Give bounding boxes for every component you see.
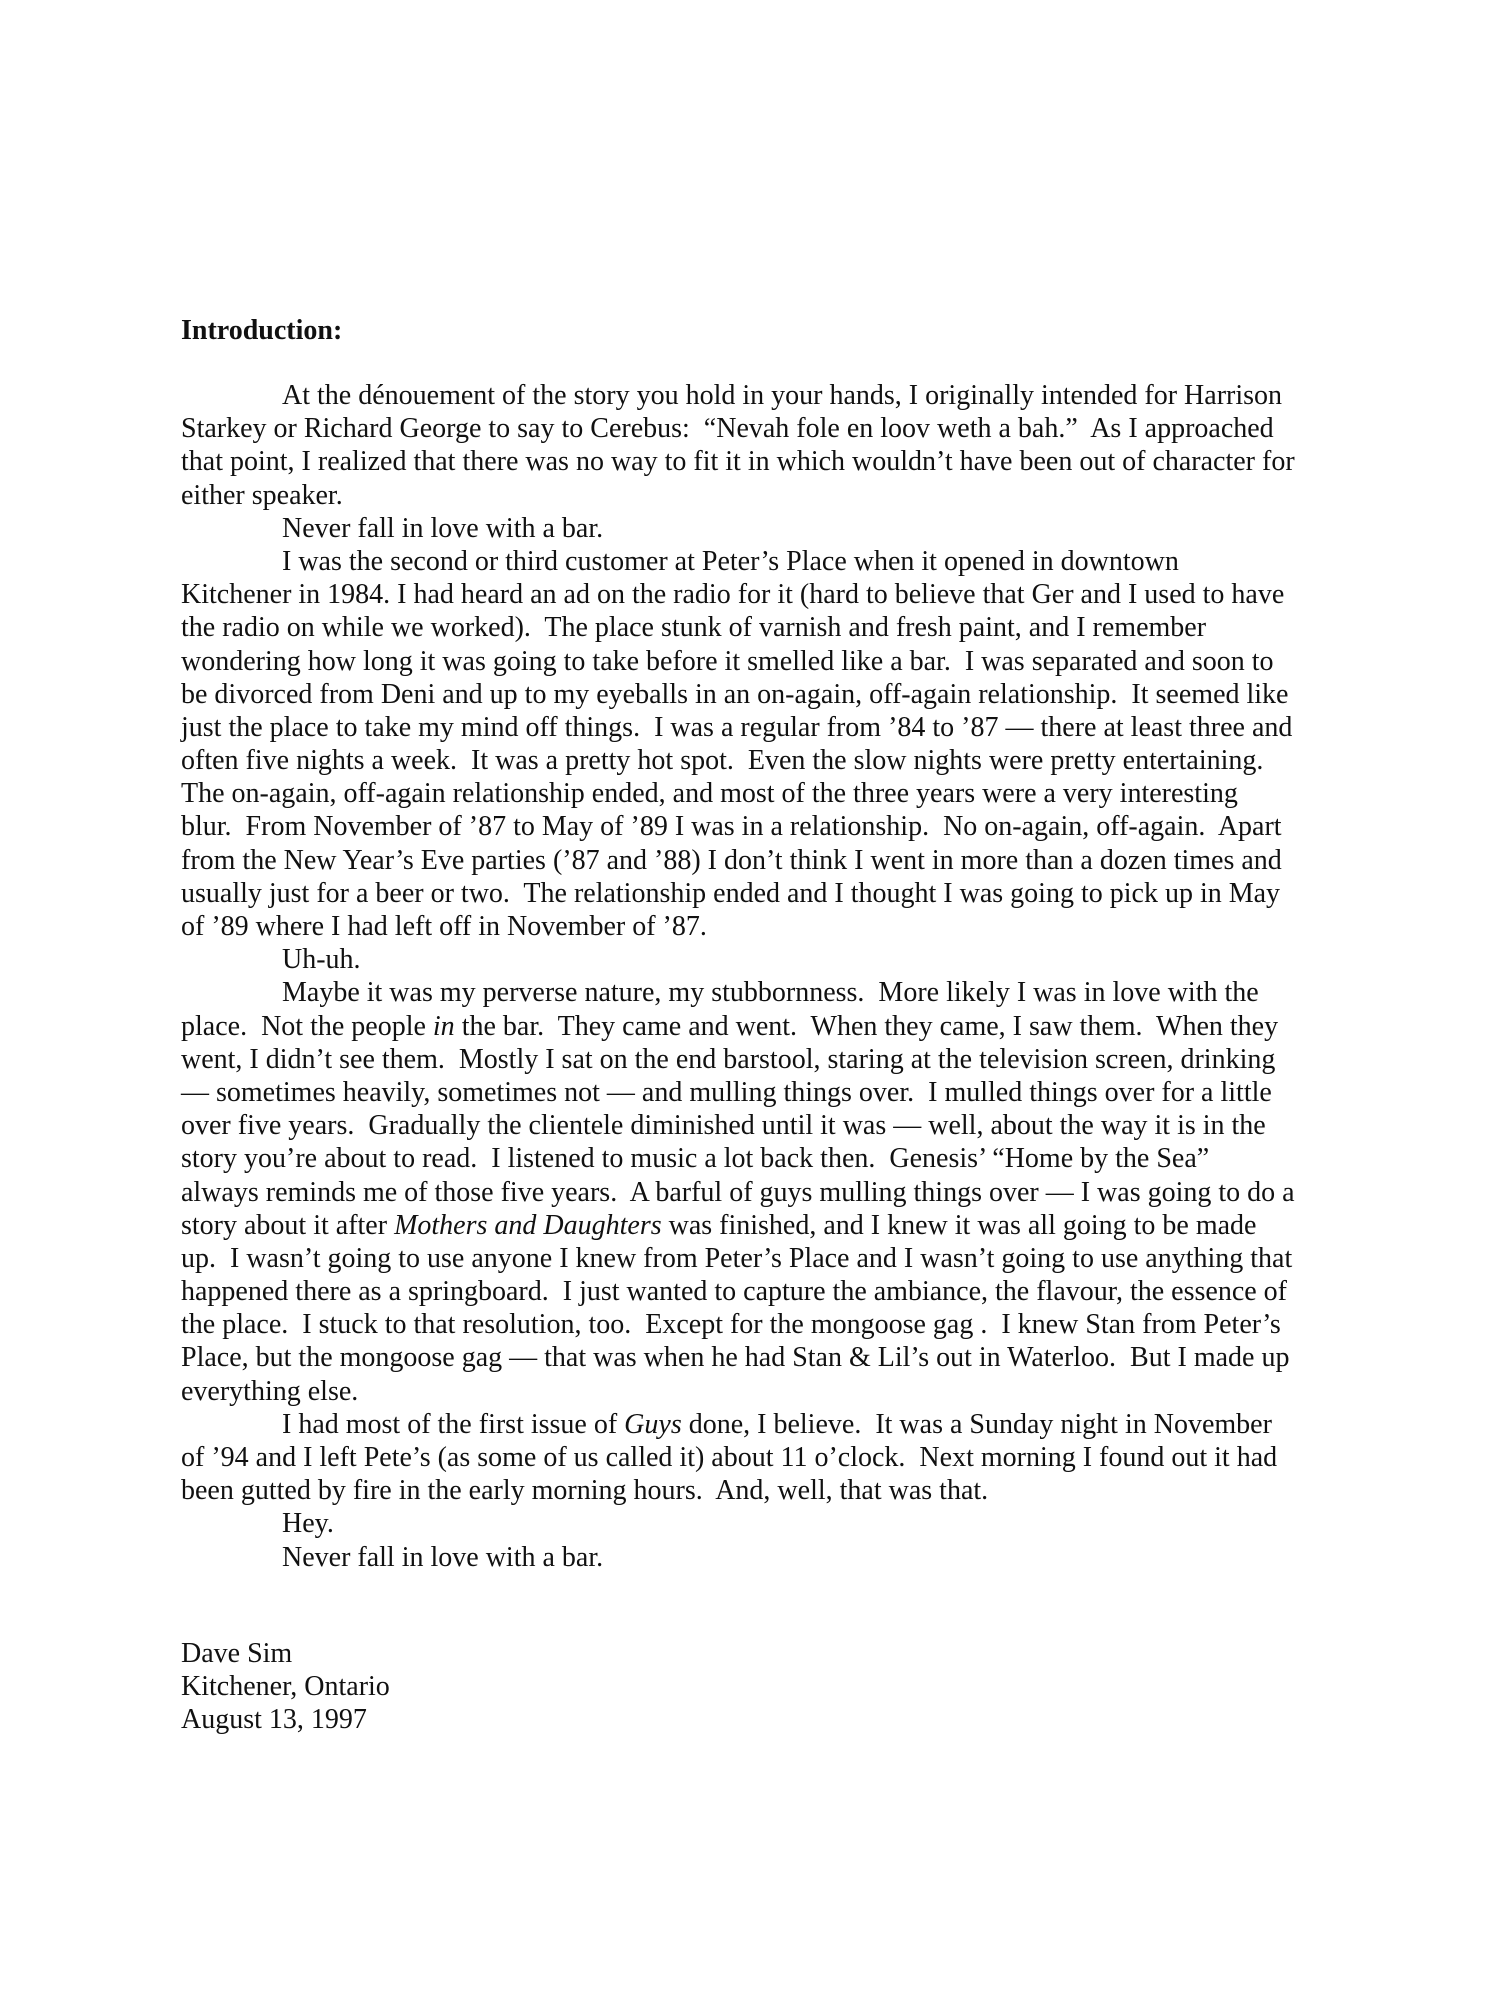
paragraph-line	[181, 1209, 1295, 1242]
paragraph-line	[181, 645, 1295, 678]
paragraph-line	[181, 1076, 1295, 1109]
paragraph-line	[181, 1142, 1295, 1175]
paragraph-line	[181, 412, 1295, 445]
paragraph-line	[181, 1308, 1295, 1341]
text-span: always reminds me of those five years. A barful of guys mulling things over — I was going to do a	[181, 1176, 1295, 1208]
text-span: I was the second or third customer at Peter’s Place when it opened in downtown	[282, 545, 1179, 577]
text-span: I had most of the first issue of	[282, 1408, 625, 1440]
text-span: Never fall in love with a bar.	[282, 1541, 604, 1573]
text-span: either speaker.	[181, 479, 343, 511]
paragraph-line	[181, 1474, 1295, 1507]
text-span: Uh-uh.	[282, 944, 361, 976]
paragraph-line	[181, 844, 1295, 877]
text-span: done, I believe. It was a Sunday night in November	[681, 1408, 1272, 1440]
paragraph-line	[181, 777, 1295, 810]
signature-date: August 13, 1997	[181, 1704, 367, 1736]
paragraph-line	[181, 744, 1295, 777]
text-span: Maybe it was my perverse nature, my stubbornness. More likely I was in love with the	[282, 977, 1259, 1009]
text-span: blur. From November of ’87 to May of ’89 I was in a relationship. No on-again, off-again. Apart	[181, 811, 1282, 843]
text-span: At the dénouement of the story you hold in your hands, I originally intended for Harrison	[282, 380, 1283, 411]
text-span: wondering how long it was going to take before it smelled like a bar. I was separated and soon to	[181, 645, 1274, 677]
paragraph-line	[181, 910, 1295, 943]
text-span: Never fall in love with a bar.	[282, 512, 604, 544]
paragraph-line	[181, 1010, 1295, 1043]
paragraph-line	[181, 1109, 1295, 1142]
paragraph-line	[181, 1541, 1295, 1574]
paragraph-line	[181, 1043, 1295, 1076]
paragraph-line	[181, 479, 1295, 512]
author-name: Dave Sim	[181, 1638, 293, 1669]
paragraph-line	[181, 1507, 1295, 1540]
text-span: be divorced from Deni and up to my eyeballs in an on-again, off-again relationship. It seemed like	[181, 678, 1289, 710]
signature-block	[181, 1637, 390, 1737]
text-span: the place. I stuck to that resolution, too. Except for the mongoose gag . I knew Stan from Peter’s	[181, 1309, 1281, 1341]
paragraph-line	[181, 711, 1295, 744]
text-span: that point, I realized that there was no way to fit it in which wouldn’t have been out of character for	[181, 446, 1295, 478]
paragraph-line	[181, 1275, 1295, 1308]
text-span: often five nights a week. It was a pretty hot spot. Even the slow nights were pretty entertaining.	[181, 745, 1264, 777]
text-span: the radio on while we worked). The place stunk of varnish and fresh paint, and I remember	[181, 612, 1207, 644]
paragraph-line	[181, 445, 1295, 478]
paragraph-line	[181, 1441, 1295, 1474]
text-span: place. Not the people	[181, 1010, 433, 1042]
paragraph-line	[181, 1341, 1295, 1374]
text-span: from the New Year’s Eve parties (’87 and ’88) I don’t think I went in more than a dozen times and	[181, 844, 1282, 876]
author-location: Kitchener, Ontario	[181, 1671, 390, 1703]
paragraph-line	[181, 512, 1295, 545]
paragraph-line	[181, 877, 1295, 910]
italic-text: in	[432, 1010, 455, 1042]
text-span: over five years. Gradually the clientele diminished until it was — well, about the way it is in the	[181, 1110, 1266, 1142]
text-span: everything else.	[181, 1375, 359, 1407]
paragraph-line	[181, 1242, 1295, 1275]
text-span: Hey.	[282, 1508, 334, 1540]
text-span: usually just for a beer or two. The relationship ended and I thought I was going to pick up in May	[181, 877, 1281, 909]
section-title: Introduction:	[181, 315, 343, 346]
text-span: Place, but the mongoose gag — that was when he had Stan & Lil’s out in Waterloo. But I made up	[181, 1342, 1290, 1374]
paragraph-line	[181, 943, 1295, 976]
text-span: went, I didn’t see them. Mostly I sat on the end barstool, staring at the television screen, drinking	[181, 1043, 1276, 1075]
text-span: Starkey or Richard George to say to Cerebus: “Nevah fole en loov weth a bah.” As I approached	[181, 413, 1274, 445]
text-span: the bar. They came and went. When they came, I saw them. When they	[454, 1010, 1279, 1042]
italic-text: Mothers and Daughters	[394, 1209, 662, 1241]
paragraph-line	[181, 810, 1295, 843]
text-span: was finished, and I knew it was all going to be made	[661, 1209, 1257, 1241]
text-span: story about it after	[181, 1209, 395, 1241]
text-span: of ’94 and I left Pete’s (as some of us called it) about 11 o’clock. Next morning I found out it had	[181, 1442, 1278, 1473]
paragraph-line	[181, 678, 1295, 711]
paragraph-line	[181, 1408, 1295, 1441]
text-span: just the place to take my mind off things. I was a regular from ’84 to ’87 — there at least three and	[181, 711, 1293, 743]
paragraph-line	[181, 379, 1295, 412]
body-text	[181, 379, 1295, 1574]
text-span: The on-again, off-again relationship ended, and most of the three years were a very interesting	[181, 778, 1238, 810]
text-span: Kitchener in 1984. I had heard an ad on the radio for it (hard to believe that Ger and I used to have	[181, 579, 1285, 611]
paragraph-line	[181, 578, 1295, 611]
paragraph-line	[181, 1375, 1295, 1408]
text-span: been gutted by fire in the early morning hours. And, well, that was that.	[181, 1475, 989, 1507]
italic-text: Guys	[624, 1408, 682, 1440]
paragraph-line	[181, 1176, 1295, 1209]
paragraph-line	[181, 976, 1295, 1009]
text-span: happened there as a springboard. I just wanted to capture the ambiance, the flavour, the essence of	[181, 1276, 1287, 1308]
text-span: of ’89 where I had left off in November of ’87.	[181, 911, 707, 942]
paragraph-line	[181, 611, 1295, 644]
text-span: story you’re about to read. I listened to music a lot back then. Genesis’ “Home by the Sea”	[181, 1143, 1210, 1175]
text-span: up. I wasn’t going to use anyone I knew from Peter’s Place and I wasn’t going to use anything that	[181, 1242, 1293, 1274]
paragraph-line	[181, 545, 1295, 578]
text-span: — sometimes heavily, sometimes not — and mulling things over. I mulled things over for a little	[181, 1076, 1272, 1108]
